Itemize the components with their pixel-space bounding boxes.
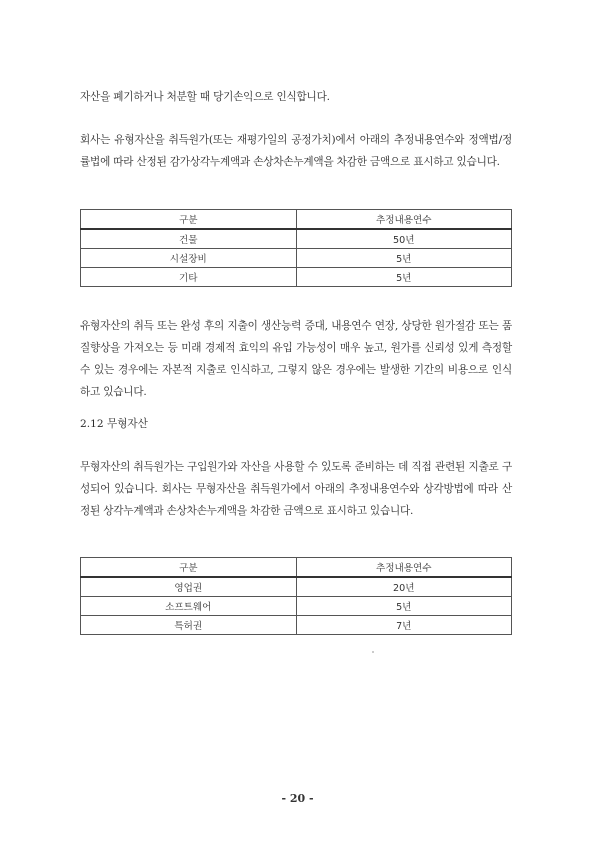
table-cell-category: 시설장비 — [81, 249, 297, 268]
table-cell-useful-life: 5년 — [296, 597, 512, 616]
paragraph-disposal: 자산을 폐기하거나 처분할 때 당기손익으로 인식합니다. — [80, 91, 330, 103]
table-header-row — [81, 558, 512, 578]
table-row — [81, 249, 512, 268]
table-row — [81, 616, 512, 635]
scan-speck — [372, 651, 374, 653]
section-heading-intangible-assets: 2.12 무형자산 — [80, 418, 148, 430]
paragraph-subsequent-expenditure: 유형자산의 취득 또는 완성 후의 지출이 생산능력 증대, 내용연수 연장, 상당한 원가절감 또는 품질향상을 가져오는 등 미래 경제적 효익의 유입 가능성이 매우 높고, 원가를 신뢰성 있게 측정할 수 있는 경우에는 자본적 지출로 인식하고, 그렇지 않은 경우에는 발생한 기간의 비용으로 인식하고 있습니다. — [80, 320, 512, 398]
table-header-useful-life: 추정내용연수 — [296, 210, 512, 230]
table-cell-useful-life: 50년 — [296, 229, 512, 249]
table-row — [81, 597, 512, 616]
table-row — [81, 268, 512, 287]
tangible-useful-life-table — [80, 209, 512, 287]
table-cell-category: 건물 — [81, 229, 297, 249]
table-header-useful-life: 추정내용연수 — [296, 558, 512, 578]
table-cell-useful-life: 5년 — [296, 249, 512, 268]
table-row — [81, 577, 512, 597]
table-cell-category: 특허권 — [81, 616, 297, 635]
table-cell-category: 영업권 — [81, 577, 297, 597]
table-header-category: 구분 — [81, 210, 297, 230]
table-cell-useful-life: 7년 — [296, 616, 512, 635]
intangible-useful-life-table — [80, 557, 512, 635]
table-cell-useful-life: 20년 — [296, 577, 512, 597]
paragraph-intangible-measurement: 무형자산의 취득원가는 구입원가와 자산을 사용할 수 있도록 준비하는 데 직접 관련된 지출로 구성되어 있습니다. 회사는 무형자산을 취득원가에서 아래의 추정내용연수와 상각방법에 따라 산정된 상각누계액과 손상차손누계액을 차감한 금액으로 표시하고 있습니다. — [80, 461, 512, 517]
table-row — [81, 229, 512, 249]
table-header-row — [81, 210, 512, 230]
table-cell-useful-life: 5년 — [296, 268, 512, 287]
table-header-category: 구분 — [81, 558, 297, 578]
table-cell-category: 소프트웨어 — [81, 597, 297, 616]
page-number: - 20 - — [281, 792, 314, 805]
paragraph-tangible-measurement: 회사는 유형자산을 취득원가(또는 재평가일의 공정가치)에서 아래의 추정내용연수와 정액법/정률법에 따라 산정된 감가상각누계액과 손상차손누계액을 차감한 금액으로 표시하고 있습니다. — [80, 134, 512, 168]
table-cell-category: 기타 — [81, 268, 297, 287]
